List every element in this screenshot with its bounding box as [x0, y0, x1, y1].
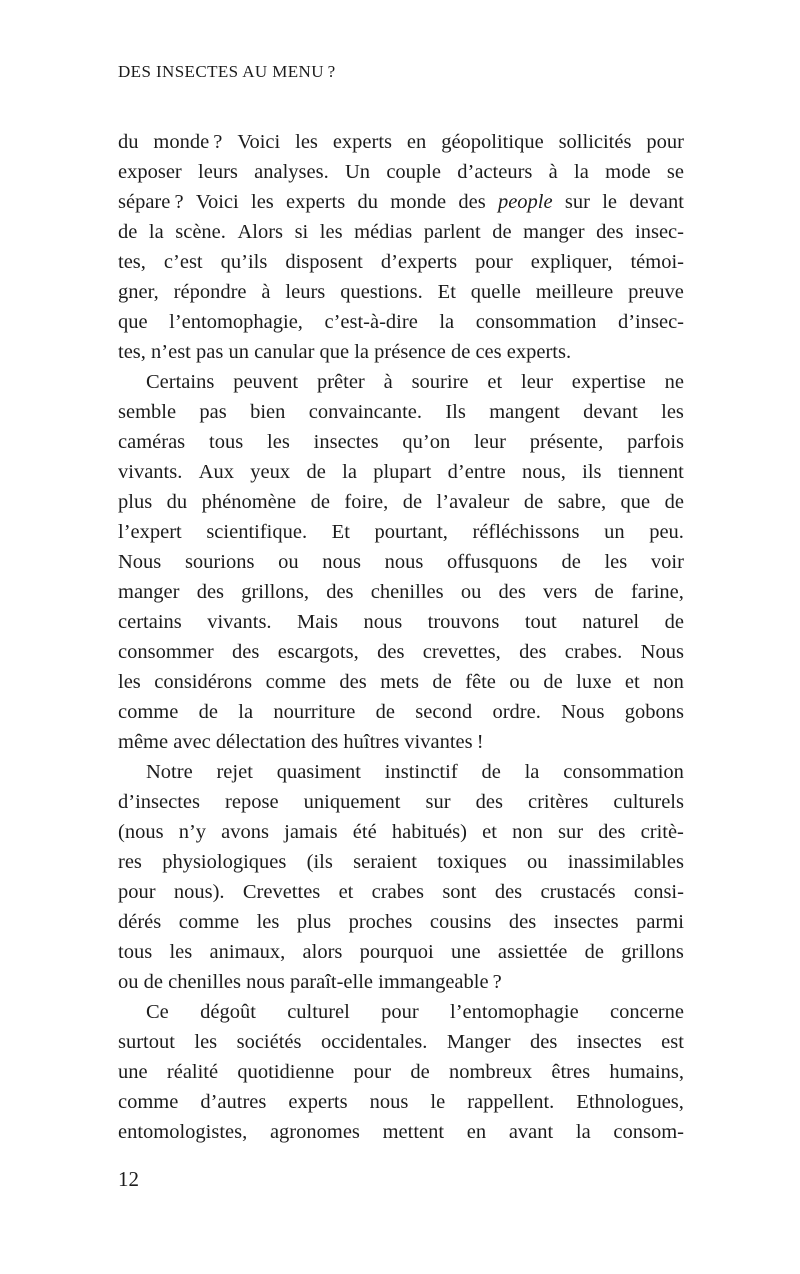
- text-line: surtout les sociétés occidentales. Manger des insectes est: [118, 1031, 684, 1053]
- text-line: semble pas bien convaincante. Ils mangent devant les: [118, 401, 684, 423]
- text-line: une réalité quotidienne pour de nombreux êtres humains,: [118, 1061, 684, 1083]
- text-line: pour nous). Crevettes et crabes sont des crustacés consi-: [118, 881, 684, 903]
- paragraph: [118, 127, 684, 367]
- text-line: entomologistes, agronomes mettent en avant la consom-: [118, 1121, 684, 1143]
- page-number: 12: [118, 1167, 139, 1191]
- paragraph: [118, 757, 684, 997]
- text-line: caméras tous les insectes qu’on leur présente, parfois: [118, 431, 684, 453]
- text-line: sépare ? Voici les experts du monde des people sur le devant: [118, 191, 684, 213]
- text-line: les considérons comme des mets de fête ou de luxe et non: [118, 671, 684, 693]
- text-line: du monde ? Voici les experts en géopolitique sollicités pour: [118, 131, 684, 153]
- text-line: Ce dégoût culturel pour l’entomophagie concerne: [146, 1001, 684, 1023]
- text-line: vivants. Aux yeux de la plupart d’entre nous, ils tiennent: [118, 461, 684, 483]
- text-line: exposer leurs analyses. Un couple d’acteurs à la mode se: [118, 161, 684, 183]
- text-line: res physiologiques (ils seraient toxiques ou inassimilables: [118, 851, 684, 873]
- text-line: tes, c’est qu’ils disposent d’experts pour expliquer, témoi-: [118, 251, 684, 273]
- body-text: [118, 127, 684, 1147]
- text-line: plus du phénomène de foire, de l’avaleur de sabre, que de: [118, 491, 684, 513]
- text-line: dérés comme les plus proches cousins des insectes parmi: [118, 911, 684, 933]
- text-line: tes, n’est pas un canular que la présence de ces experts.: [118, 341, 572, 363]
- text-line: tous les animaux, alors pourquoi une assiettée de grillons: [118, 941, 684, 963]
- text-line: d’insectes repose uniquement sur des critères culturels: [118, 791, 684, 813]
- text-line: de la scène. Alors si les médias parlent de manger des insec-: [118, 221, 684, 243]
- paragraph: [118, 367, 684, 757]
- text-line: manger des grillons, des chenilles ou des vers de farine,: [118, 581, 684, 603]
- text-line: Nous sourions ou nous nous offusquons de les voir: [118, 551, 684, 573]
- text-line: Certains peuvent prêter à sourire et leur expertise ne: [146, 371, 684, 393]
- text-line: comme d’autres experts nous le rappellent. Ethnologues,: [118, 1091, 684, 1113]
- text-line: consommer des escargots, des crevettes, des crabes. Nous: [118, 641, 684, 663]
- text-line: Notre rejet quasiment instinctif de la consommation: [146, 761, 684, 783]
- running-header: DES INSECTES AU MENU ?: [118, 62, 336, 81]
- text-line: comme de la nourriture de second ordre. Nous gobons: [118, 701, 684, 723]
- text-line: même avec délectation des huîtres vivantes !: [118, 731, 484, 753]
- text-line: certains vivants. Mais nous trouvons tout naturel de: [118, 611, 684, 633]
- paragraph: [118, 997, 684, 1147]
- text-line: ou de chenilles nous paraît-elle immangeable ?: [118, 971, 502, 993]
- text-line: gner, répondre à leurs questions. Et quelle meilleure preuve: [118, 281, 684, 303]
- text-line: l’expert scientifique. Et pourtant, réfléchissons un peu.: [118, 521, 684, 543]
- text-line: que l’entomophagie, c’est-à-dire la consommation d’insec-: [118, 311, 684, 333]
- text-line: (nous n’y avons jamais été habitués) et non sur des critè-: [118, 821, 684, 843]
